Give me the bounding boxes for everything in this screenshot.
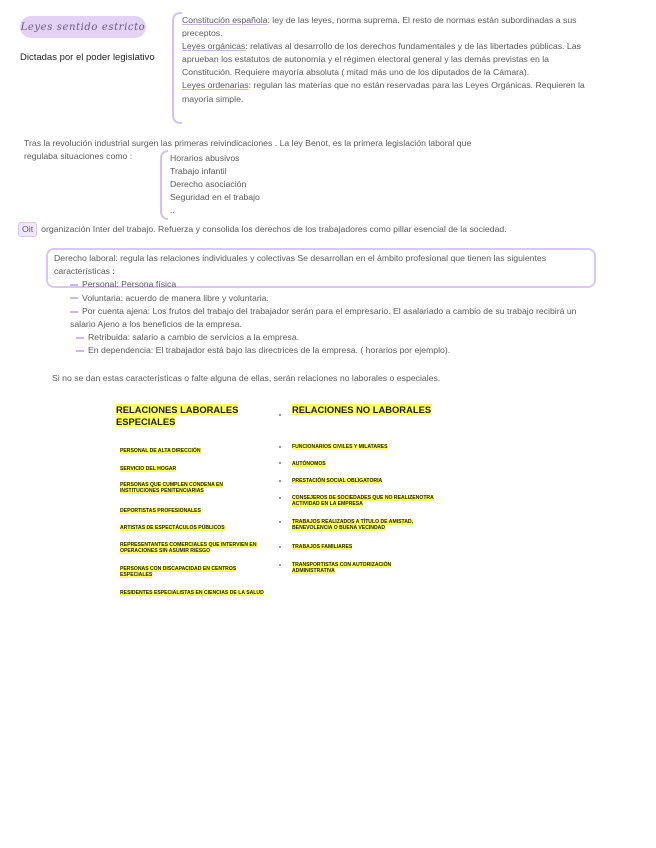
left-item: REPRESENTANTES COMERCIALES QUE INTERVIEN EN OPERACIONES SIN ASUMIR RIESGO [120, 542, 257, 555]
characteristic-sub-item [54, 331, 588, 344]
dash-icon [70, 311, 78, 313]
bullet-icon [279, 462, 281, 464]
text-constitucion: : ley de las leyes, norma suprema. El resto de normas están subordinadas a sus preceptos. [182, 15, 577, 39]
characteristic-text: Voluntaria: acuerdo de manera libre y voluntaria. [82, 292, 269, 303]
right-item: TRANSPORTISTAS CON AUTORIZACIÓN ADMINISTRATIVA [292, 562, 392, 575]
closing-line: Si no se dan estas características o falte alguna de ellas, serán relaciones no laborales o especiales. [52, 373, 441, 383]
title-pill: Leyes sentido estricto [20, 16, 146, 38]
dash-icon [70, 297, 78, 299]
bullet-icon [279, 497, 281, 499]
bullet-icon [279, 414, 281, 416]
relations-table [116, 404, 446, 614]
term-ordinarias: Leyes ordenarias [182, 80, 249, 91]
left-item: PERSONAS QUE CUMPLEN CONDENA EN INSTITUCIONES PENITENCIARIAS [120, 482, 224, 495]
characteristic-text: Por cuenta ajena: Los frutos del trabajo del trabajador serán para el empresario. El asalariado a cambio de su trabajo recibirá un salario Ajeno a los beneficios de la empresa. [70, 305, 577, 330]
derecho-laboral-intro: Derecho laboral: regula las relaciones individuales y colectivas Se desarrollan en el ámbito profesional que tienen las siguientes características : [54, 253, 547, 277]
bullet-icon [279, 446, 281, 448]
oit-row [18, 222, 618, 237]
left-item: PERSONAL DE ALTA DIRECCIÓN [120, 448, 201, 454]
characteristic-text: En dependencia: El trabajador está bajo las directrices de la empresa. ( horarios por ejemplo). [88, 345, 451, 356]
text-ordinarias: : regulan las materias que no están reservadas para las Leyes Orgánicas. Requieren la mayoría simple. [182, 80, 585, 104]
list-item: .. [170, 205, 175, 215]
bullet-icon [279, 480, 281, 482]
top-block [182, 14, 594, 106]
left-item: PERSONAS CON DISCAPACIDAD EN CENTROS ESPECIALES [120, 566, 237, 579]
characteristic-sub-item [54, 344, 588, 357]
right-item: PRESTACIÓN SOCIAL OBLIGATORIA [292, 478, 383, 484]
right-item: FUNCIONARIOS CIVILES Y MILATARES [292, 444, 388, 450]
bullet-icon [279, 546, 281, 548]
paragraph-ordinarias [182, 79, 594, 105]
revolucion-list [170, 152, 260, 217]
revolucion-line-1: Tras la revolución industrial surgen las primeras reivindicaciones . La ley Benot, es la primera legislación laboral que [24, 138, 472, 148]
characteristic-text: Personal: Persona física [82, 279, 177, 290]
list-item: Trabajo infantil [170, 166, 227, 176]
dash-icon [70, 284, 78, 286]
right-item: CONSEJEROS DE SOCIEDADES QUE NO REALIZENOTRA ACTIVIDAD EN LA EMPRESA [292, 495, 434, 508]
bullet-icon [279, 564, 281, 566]
text-organicas: : relativas al desarrollo de los derechos fundamentales y de las libertades públicas. Las aprueban los estatutos de autonomía y el régimen electoral general y las demás previstas en la Constitución. Requiere mayoría absoluta ( mitad más uno de los diputados de la Cámara). [182, 41, 581, 78]
list-item: Seguridad en el trabajo [170, 192, 260, 202]
bracket-top [172, 12, 182, 124]
right-column-title: RELACIONES NO LABORALES [292, 404, 432, 415]
bullet-icon [279, 521, 281, 523]
right-item: TRABAJOS REALIZADOS A TÍTULO DE AMISTAD, BENEVOLENCIA O BUENA VECINDAD [292, 519, 414, 532]
side-label: Dictadas por el poder legislativo [20, 52, 155, 63]
right-item: AUTÓNOMOS [292, 461, 326, 467]
oit-text: organización Inter del trabajo. Refuerza y consolida los derechos de los trabajadores como pillar esencial de la sociedad. [41, 224, 507, 234]
revolucion-paragraph [24, 137, 584, 163]
dash-icon [76, 337, 84, 339]
list-item: Horarios abusivos [170, 153, 240, 163]
term-constitucion: Constitución española [182, 15, 268, 25]
derecho-laboral-block [54, 252, 588, 358]
bracket-list [160, 150, 168, 220]
paragraph-organicas [182, 40, 594, 79]
left-item: SERVICIO DEL HOGAR [120, 466, 177, 472]
characteristic-item [54, 278, 588, 291]
left-item: RESIDENTES ESPECIALISTAS EN CIENCIAS DE LA SALUD [120, 590, 264, 596]
dash-icon [76, 350, 84, 352]
term-organicas: Leyes orgánicas [182, 41, 246, 52]
left-item: ARTISTAS DE ESPECTÁCULOS PÚBLICOS [120, 525, 225, 531]
characteristic-text: Retribuida: salario a cambio de servicios a la empresa. [88, 332, 300, 343]
characteristic-item [54, 305, 588, 331]
right-item: TRABAJOS FAMILIARES [292, 544, 353, 550]
oit-tag: Oit [18, 222, 37, 237]
list-item: Derecho asociación [170, 179, 247, 189]
revolucion-line-2: regulaba situaciones como : [24, 150, 133, 161]
left-column-title: RELACIONES LABORALES ESPECIALES [116, 404, 239, 427]
paragraph-constitucion [182, 14, 594, 40]
left-item: DEPORTISTAS PROFESIONALES [120, 508, 201, 514]
characteristic-item [54, 292, 588, 305]
